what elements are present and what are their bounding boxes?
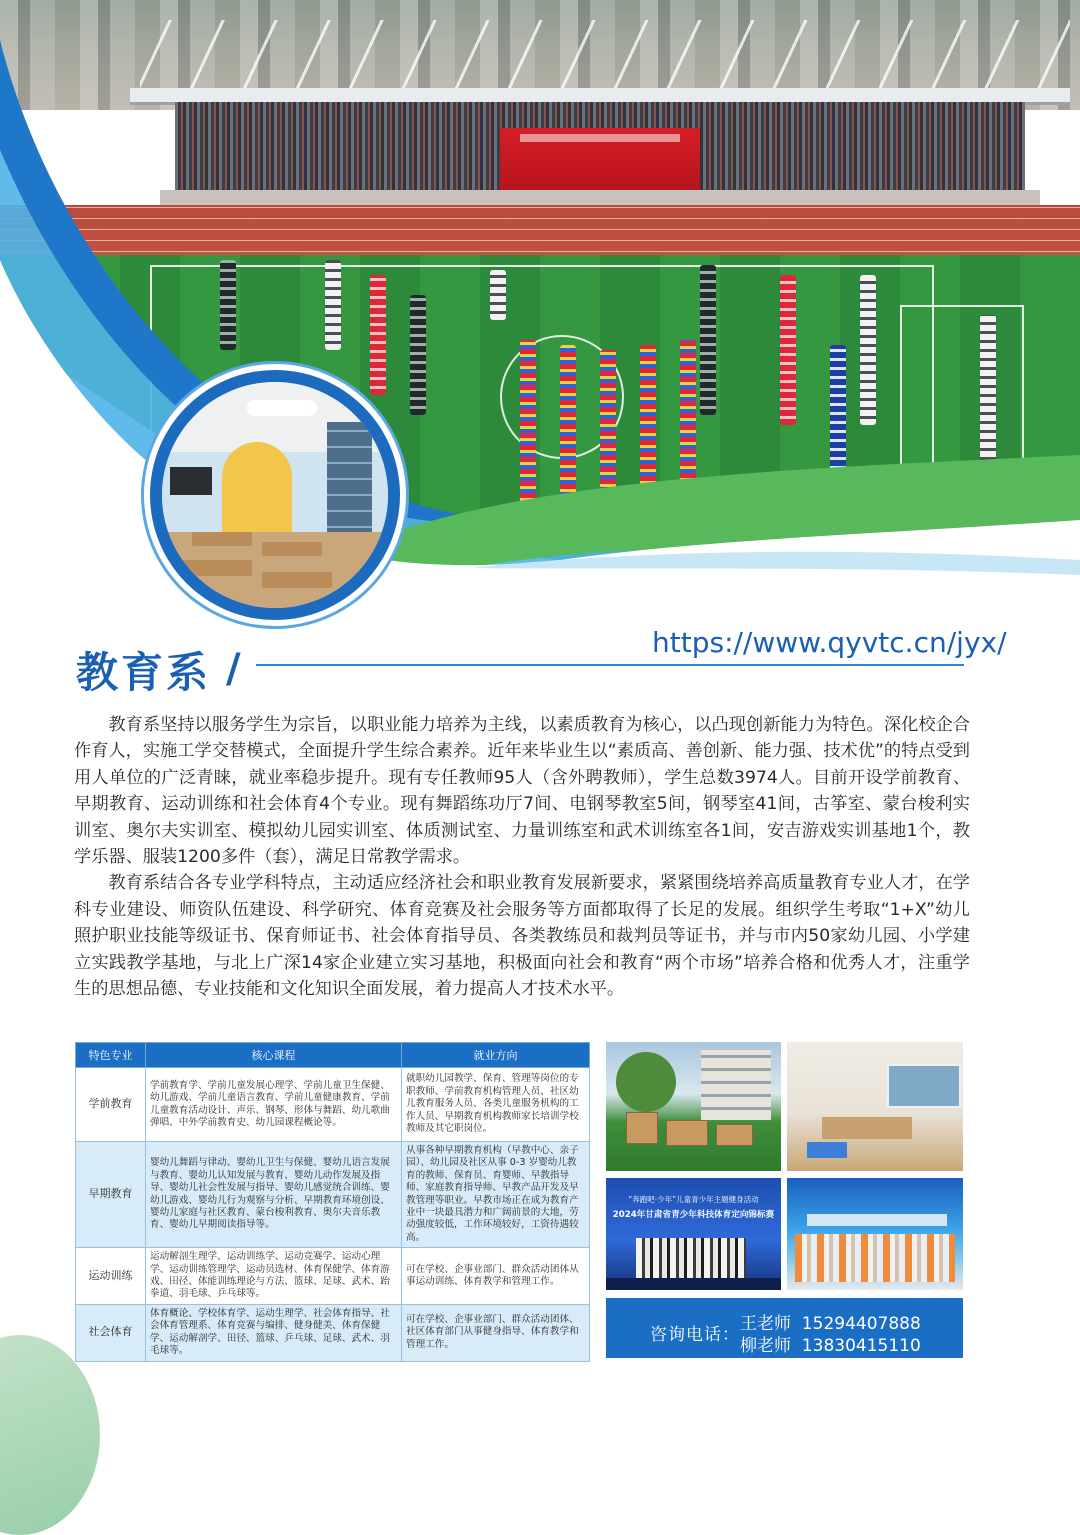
title-slash: /	[226, 646, 241, 692]
contact-label: 咨询电话：	[650, 1325, 740, 1345]
major-name: 运动训练	[76, 1248, 146, 1305]
major-careers: 可在学校、企事业部门、群众活动团体从事运动训练、体育教学和管理工作。	[402, 1248, 590, 1305]
outdoor-play-photo	[606, 1042, 781, 1171]
page-title: 教育系	[76, 648, 212, 697]
tv-screen	[170, 467, 212, 495]
contact-phone-2[interactable]: 柳老师 13830415110	[740, 1336, 921, 1356]
header-career-direction: 就业方向	[402, 1043, 590, 1068]
table-header-row	[76, 1043, 590, 1068]
table-row	[76, 1304, 590, 1361]
major-careers: 可在学校、企事业部门、群众活动团体、社区体育部门从事健身指导、体育教学和管理工作。	[402, 1304, 590, 1361]
classroom-photo	[162, 382, 388, 608]
header-core-courses: 核心课程	[146, 1043, 402, 1068]
decorative-leaf	[0, 1335, 100, 1535]
header-major: 特色专业	[76, 1043, 146, 1068]
contact-phone-1[interactable]: 王老师 15294407888	[740, 1314, 921, 1334]
training-room-photo	[787, 1042, 963, 1171]
major-courses: 运动解剖生理学、运动训练学、运动竞赛学、运动心理学、运动训练管理学、运动员选材、体育保健学、体育游戏、田径、体能训练理论与方法、篮球、足球、武术、跆拳道、羽毛球、乒乓球等。	[146, 1248, 402, 1305]
contact-box	[606, 1298, 963, 1358]
major-careers: 就职幼儿园教学、保育、管理等岗位的专职教师、学前教育机构管理人员、社区幼儿教育服务人员、各类儿童服务机构的工作人员、早期教育机构教师家长培训学校教师及其它职岗位。	[402, 1068, 590, 1142]
major-name: 早期教育	[76, 1142, 146, 1248]
title-divider	[256, 664, 964, 666]
major-courses: 婴幼儿舞蹈与律动、婴幼儿卫生与保健、婴幼儿语言发展与教育、婴幼儿认知发展与教育、婴幼儿动作发展及指导、婴幼儿社会性发展与指导、婴幼儿感觉统合训练、婴幼儿游戏、婴幼儿行为观察与分析、早期教育环境创设、婴幼儿家庭与社区教育、蒙台梭利教育、奥尔夫音乐教育、婴幼儿早期阅读指导等。	[146, 1142, 402, 1248]
major-courses: 体育概论、学校体育学、运动生理学、社会体育指导、社会体育管理系、体育竞赛与编排、健身健美、体育保健学、运动解剖学、田径、篮球、乒乓球、足球、武术、羽毛球等。	[146, 1304, 402, 1361]
major-name: 学前教育	[76, 1068, 146, 1142]
classroom-table	[262, 542, 322, 556]
major-courses: 学前教育学、学前儿童发展心理学、学前儿童卫生保健、幼儿游戏、学前儿童语言教育、学前儿童健康教育、学前儿童教育活动设计、声乐、钢琴、形体与舞蹈、幼儿歌曲弹唱、中外学前教育史、幼儿园课程概论等。	[146, 1068, 402, 1142]
intro-paragraph-2: 教育系结合各专业学科特点，主动适应经济社会和职业教育发展新要求，紧紧围绕培养高质量教育专业人才，在学科专业建设、师资队伍建设、科学研究、体育竞赛及社会服务等方面都取得了长足的发展。组织学生考取“1+X”幼儿照护职业技能等级证书、保育师证书、社会体育指导员、各类教练员和裁判员等证书，并与市内50家幼儿园、小学建立实践教学基地，与北上广深14家企业建立实习基地，积极面向社会和教育“两个市场”培养合格和优秀人才，注重学生的思想品德、专业技能和文化知识全面发展，着力提高人才技术水平。	[74, 873, 970, 1000]
ceiling-light	[247, 400, 317, 416]
classroom-table	[262, 572, 332, 588]
classroom-table	[182, 560, 252, 576]
intro-paragraph-1: 教育系坚持以服务学生为宗旨，以职业能力培养为主线，以素质教育为核心，以凸现创新能力为特色。深化校企合作育人，实施工学交替模式，全面提升学生综合素养。近年来毕业生以“素质高、善创新、能力强、技术优”的特点受到用人单位的广泛青睐，就业率稳步提升。现有专任教师95人（含外聘教师），学生总数3974人。目前开设学前教育、早期教育、运动训练和社会体育4个专业。现有舞蹈练功厅7间、电钢琴教室5间，钢琴室41间，古筝室、蒙台梭利实训室、奥尔夫实训室、模拟幼儿园实训室、体质测试室、力量训练室和武术训练室各1间，安吉游戏实训基地1个，教学乐器、服装1200多件（套），满足日常教学需求。	[74, 715, 971, 868]
yellow-arch-wall	[222, 442, 292, 532]
department-url-link[interactable]: https://www.qyvtc.cn/jyx/	[652, 626, 1007, 659]
event-title: 2024年甘肃省青少年科技体育定向锦标赛	[612, 1210, 775, 1220]
table-row	[76, 1068, 590, 1142]
table-row	[76, 1142, 590, 1248]
competition-event-photo	[606, 1178, 781, 1290]
department-introduction	[74, 712, 970, 1002]
major-name: 社会体育	[76, 1304, 146, 1361]
major-careers: 从事各种早期教育机构（早教中心、亲子园）、幼儿园及社区从事 0-3 岁婴幼儿教育的教师、保育员、育婴师、早教指导师、家庭教育指导师、早教产品开发及早教管理等职业。早教市场正在成为教育产业中一块最具潜力和广阔前景的大地，劳动强度较低，工作环境较好，工资待遇较高。	[402, 1142, 590, 1248]
classroom-table	[192, 532, 252, 546]
bookshelf	[327, 422, 372, 542]
table-row	[76, 1248, 590, 1305]
hero-banner	[0, 0, 1080, 640]
majors-table	[75, 1042, 590, 1362]
event-caption: “奔跑吧·少年”儿童青少年主题健身活动	[628, 1195, 759, 1204]
performance-group-photo	[787, 1178, 963, 1290]
